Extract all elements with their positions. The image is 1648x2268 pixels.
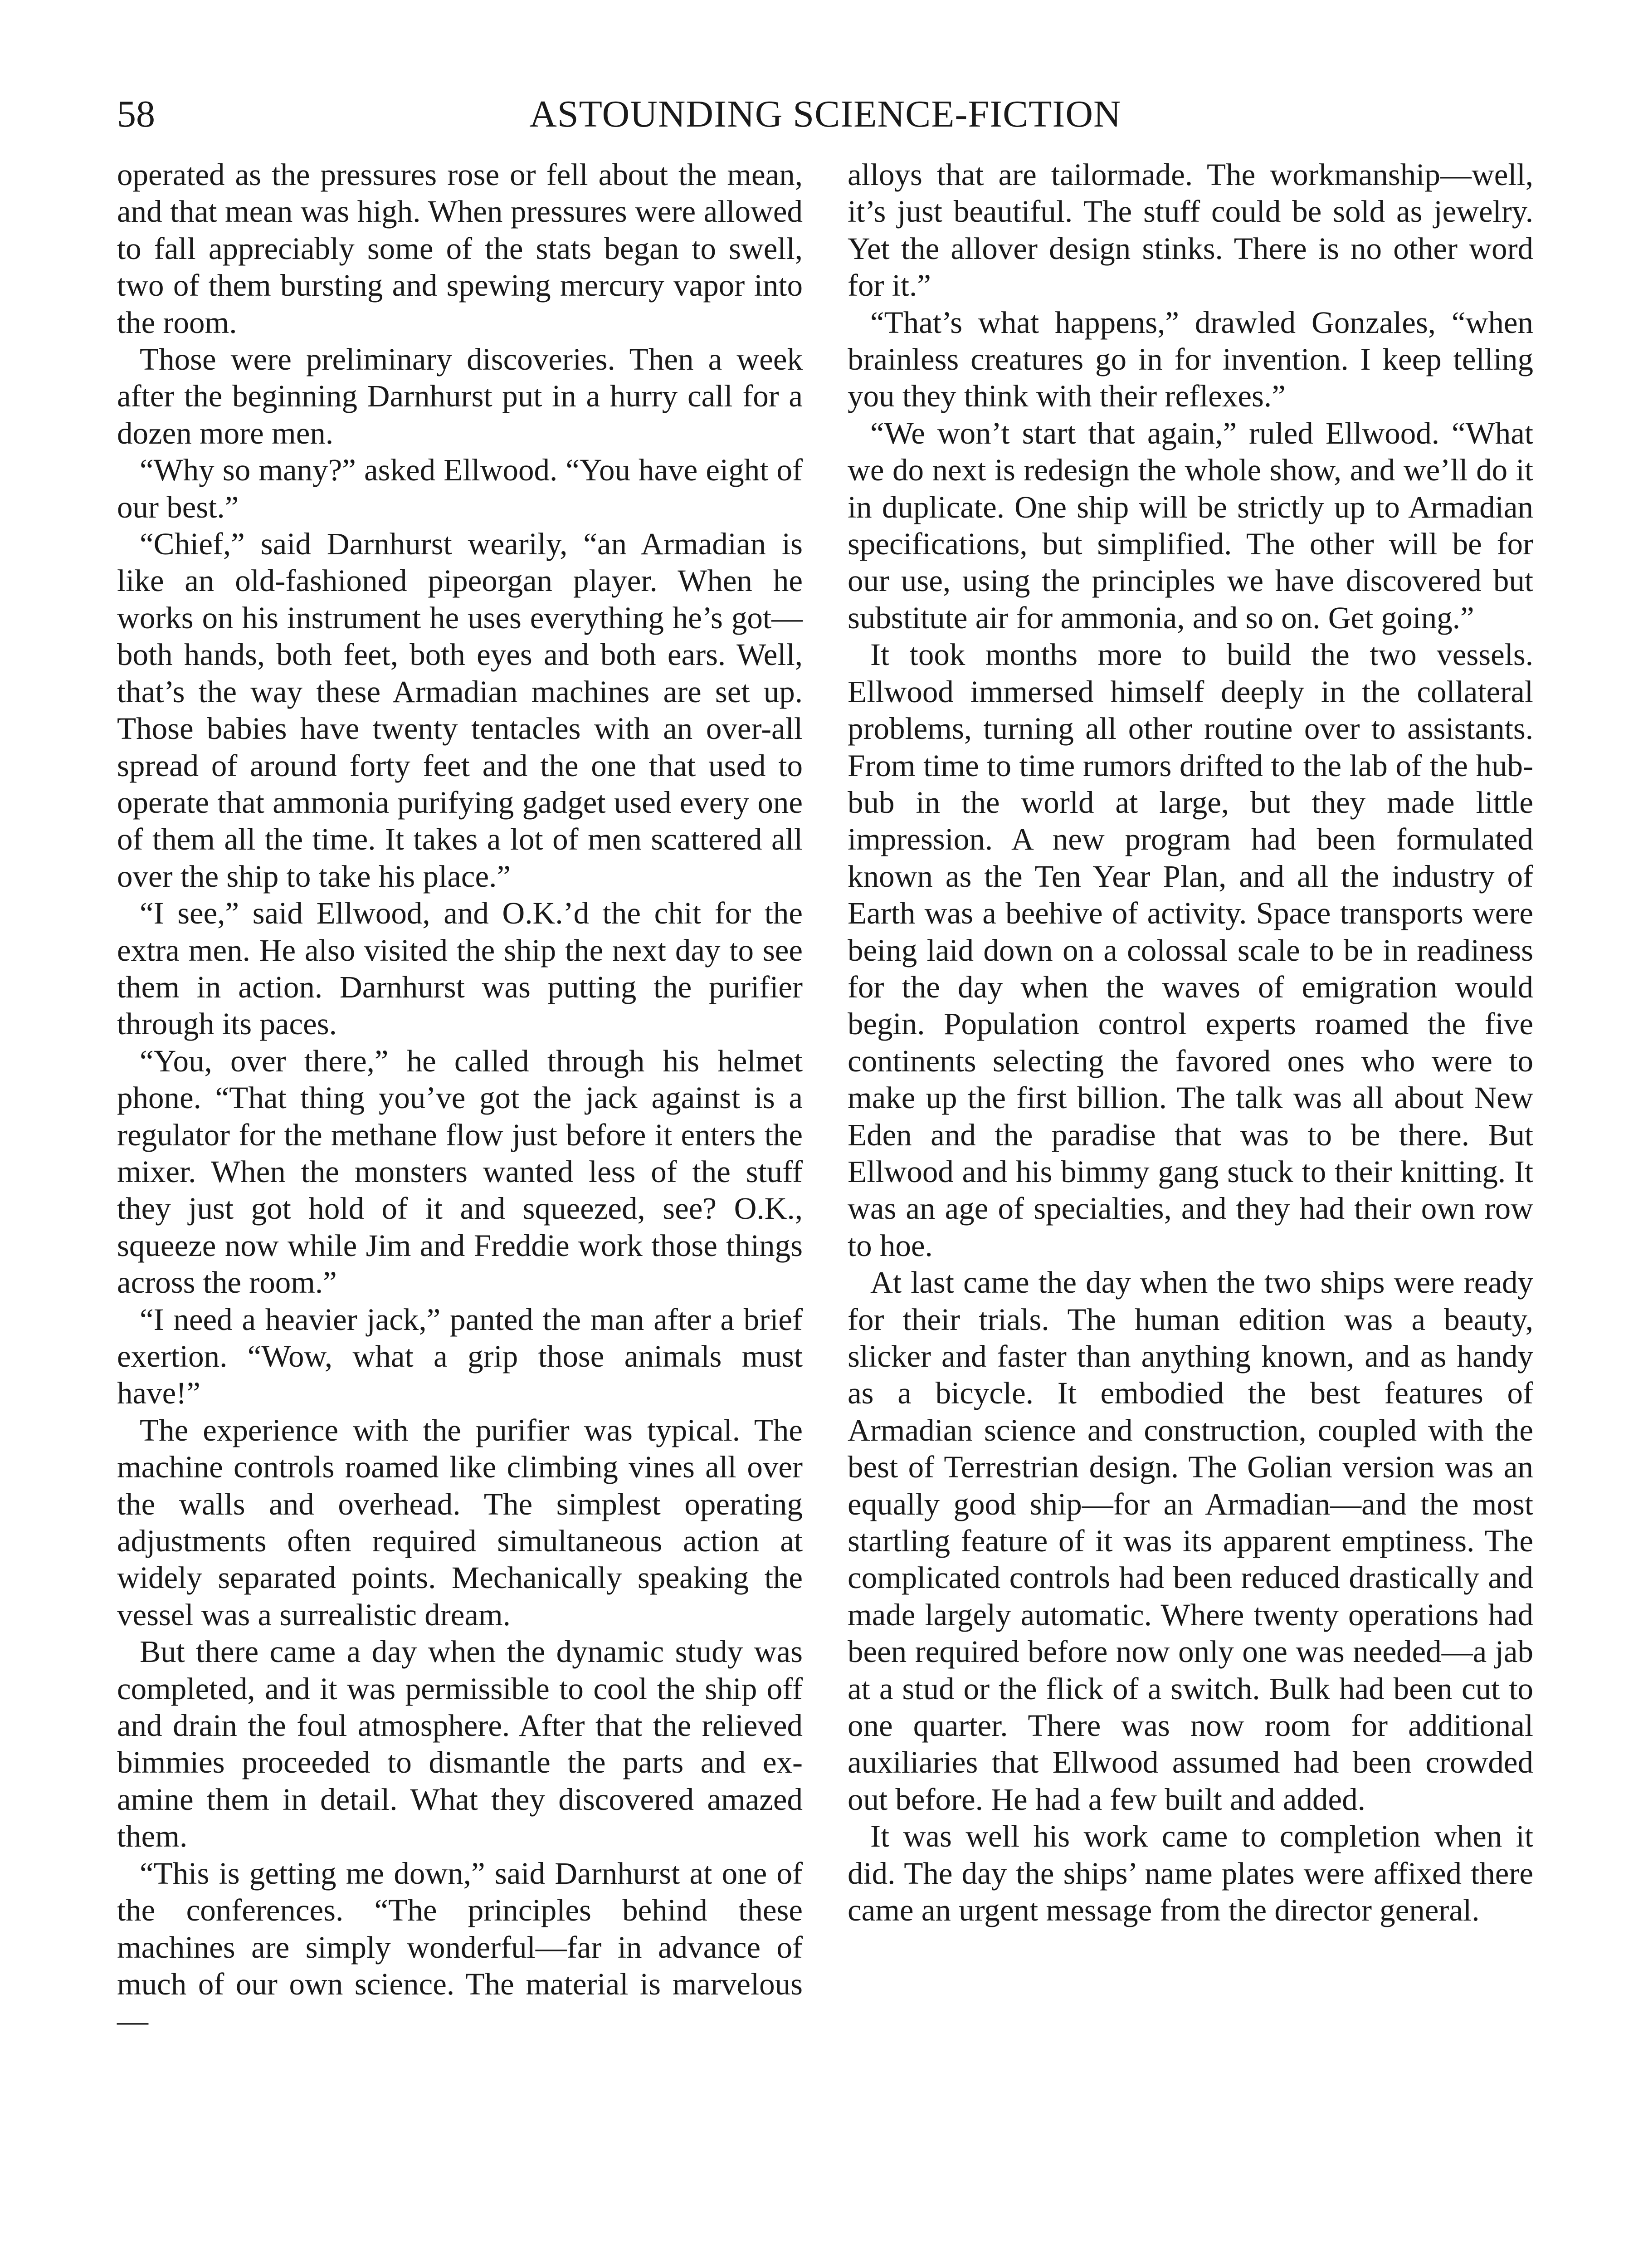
paragraph: Those were preliminary discoveries. Then a week after the beginning Darnhurst put in a hurry call for a dozen more men. <box>117 342 803 450</box>
paragraph: “You, over there,” he called through his helmet phone. “That thing you’ve got the jack against is a regulator for the methane flow just before it enters the mixer. When the monsters wanted less of the stuff they just got hold of it and squeezed, see? O.K., squeeze now while Jim and Freddie work those things across the room.” <box>117 1043 803 1300</box>
paragraph: “Chief,” said Darnhurst wearily, “an Armadian is like an old-fashioned pipeorgan player. When he works on his instrument he uses everything he’s got—both hands, both feet, both eyes and both ears. Well, that’s the way these Armadian machines are set up. Those babies have twenty tentacles with an over-all spread of around forty feet and the one that used to operate that ammonia purifying gadget used every one of them all the time. It takes a lot of men scattered all over the ship to take his place.” <box>117 527 803 894</box>
paragraph: “This is getting me down,” said Darnhurst at one of the conferences. “The principles behind these machines are simply wonderful—far in advance of much of our own science. The material is marvelous— <box>117 1856 803 2038</box>
paragraph: But there came a day when the dynamic study was completed, and it was permissible to cool the ship off and drain the foul atmosphere. After that the relieved bimmies proceeded to dismantle the parts and examine them in detail. What they discovered amazed them. <box>117 1634 803 1854</box>
paragraph: alloys that are tailormade. The workmanship—well, it’s just beautiful. The stuff could be sold as jewelry. Yet the allover design stinks. There is no other word for it.” <box>848 157 1533 303</box>
paragraph: It took months more to build the two vessels. Ellwood immersed himself deeply in the collateral problems, turning all other routine over to assistants. From time to time rumors drifted to the lab of the hubbub in the world at large, but they made little impression. A new program had been formulated known as the Ten Year Plan, and all the industry of Earth was a beehive of activity. Space transports were being laid down on a colossal scale to be in readiness for the day when the waves of emigration would begin. Population control experts roamed the five continents selecting the favored ones who were to make up the first billion. The talk was all about New Eden and the paradise that was to be there. But Ellwood and his bimmy gang stuck to their knitting. It was an age of specialties, and they had their own row to hoe. <box>848 637 1533 1263</box>
paragraph: It was well his work came to completion when it did. The day the ships’ name plates were affixed there came an urgent message from the director general. <box>848 1819 1533 1928</box>
paragraph: “Why so many?” asked Ellwood. “You have eight of our best.” <box>117 453 803 524</box>
running-title: ASTOUNDING SCIENCE-FICTION <box>529 93 1121 135</box>
paragraph: “We won’t start that again,” ruled Ellwood. “What we do next is redesign the whole show, and we’ll do it in duplicate. One ship will be strictly up to Armadian specifications, but simplified. The other will be for our use, using the principles we have discovered but substitute air for ammonia, and so on. Get going.” <box>848 415 1533 635</box>
paragraph: operated as the pressures rose or fell about the mean, and that mean was high. When pressures were allowed to fall appreciably some of the stats began to swell, two of them bursting and spewing mercury vapor into the room. <box>117 157 803 340</box>
paragraph: At last came the day when the two ships were ready for their trials. The human edition was a beauty, slicker and faster than anything known, and as handy as a bicycle. It embodied the best features of Armadian science and construction, coupled with the best of Terrestrian design. The Golian version was an equally good ship—for an Armadian—and the most startling feature of it was its apparent emptiness. The complicated controls had been reduced drastically and made largely automatic. Where twenty operations had been required before now only one was needed—a jab at a stud or the flick of a switch. Bulk had been cut to one quarter. There was now room for additional auxiliaries that Ellwood assumed had been crowded out before. He had a few built and added. <box>848 1265 1533 1817</box>
paragraph: “I need a heavier jack,” panted the man after a brief exertion. “Wow, what a grip those animals must have!” <box>117 1302 803 1411</box>
page-number: 58 <box>117 93 155 135</box>
paragraph: “I see,” said Ellwood, and O.K.’d the chit for the extra men. He also visited the ship the next day to see them in action. Darnhurst was putting the purifier through its paces. <box>117 896 803 1041</box>
left-column <box>117 156 803 2040</box>
right-column <box>848 156 1533 1929</box>
paragraph: “That’s what happens,” drawled Gonzales, “when brainless creatures go in for invention. I keep telling you they think with their reflexes.” <box>848 305 1533 414</box>
paragraph: The experience with the purifier was typical. The machine controls roamed like climbing vines all over the walls and overhead. The simplest operating adjustments often required simultaneous action at widely separated points. Mechanically speaking the vessel was a surrealistic dream. <box>117 1413 803 1632</box>
